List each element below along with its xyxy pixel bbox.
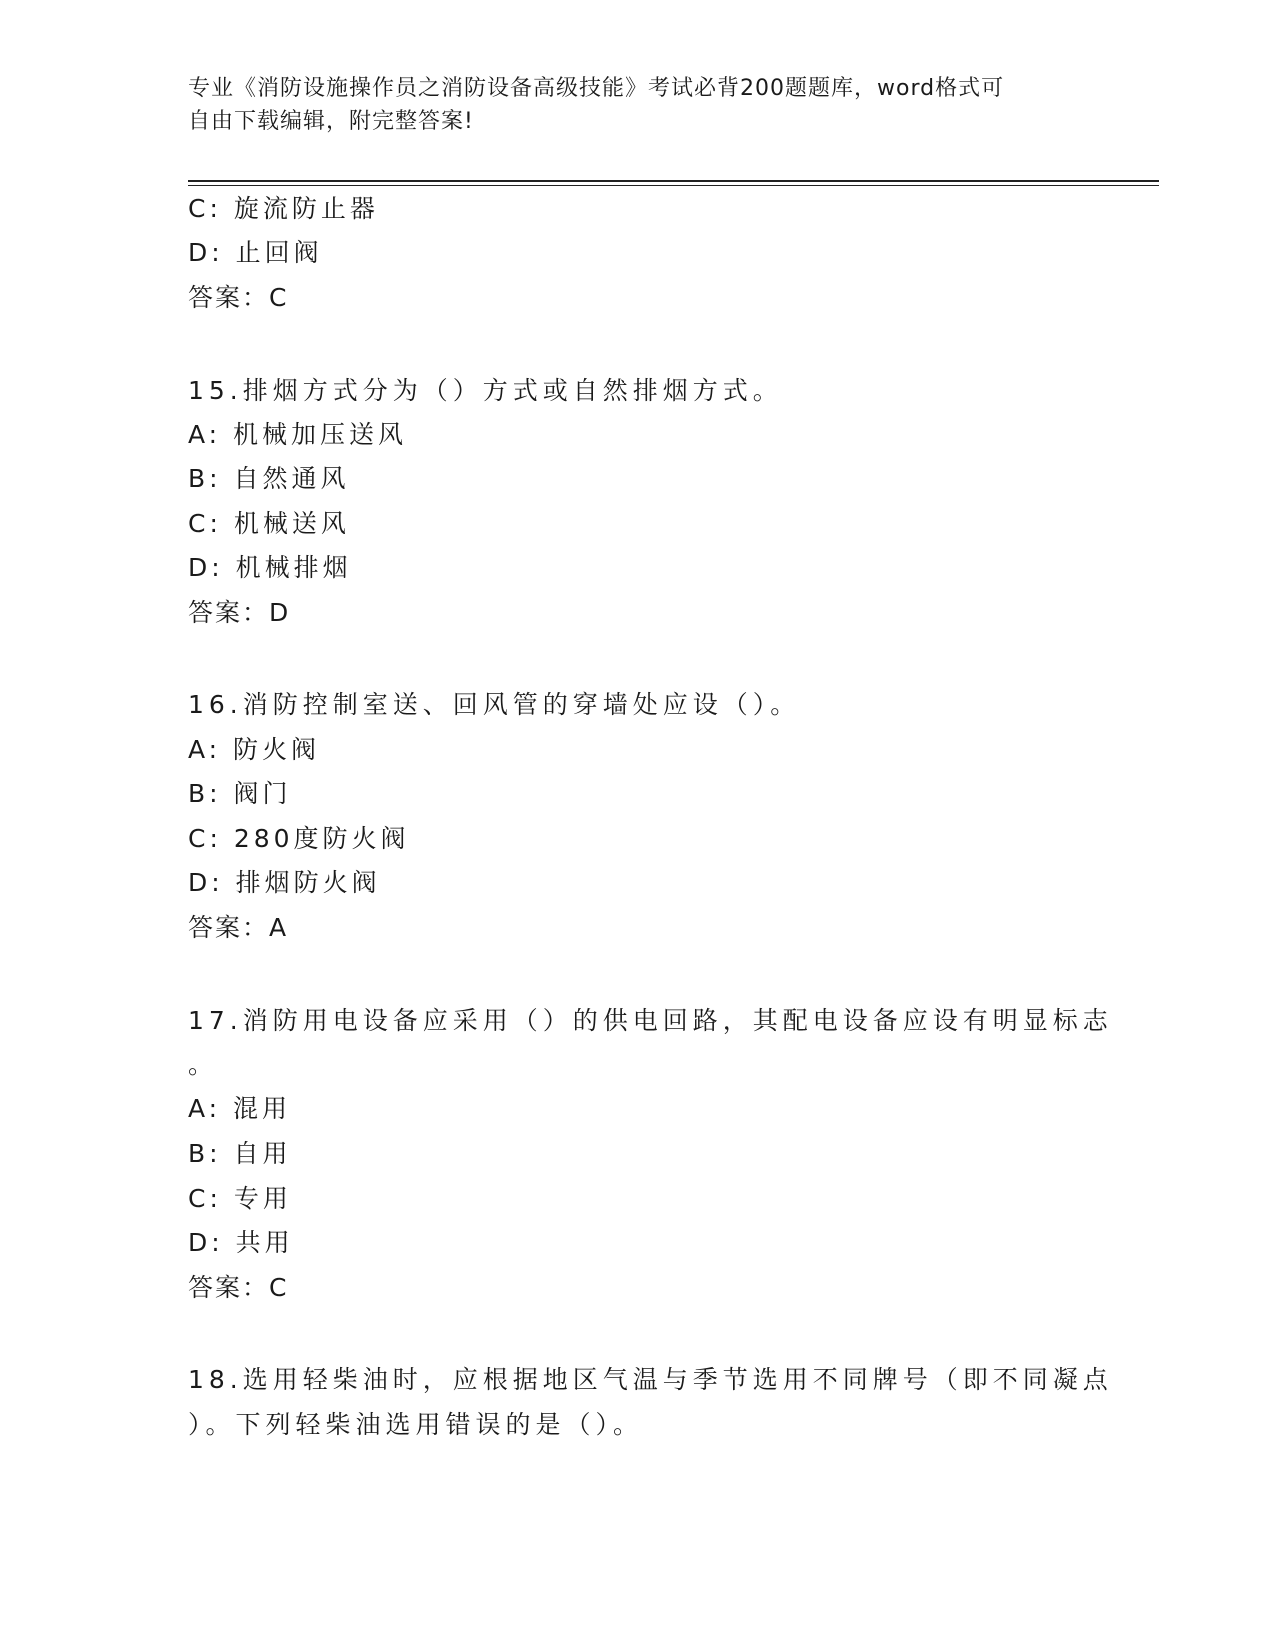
header-line-1: 专业《消防设施操作员之消防设备高级技能》考试必背200题题库，word格式可 bbox=[188, 76, 1005, 101]
q15-option-c: C: 机械送风 bbox=[188, 509, 350, 538]
header-divider-thin bbox=[188, 185, 1159, 186]
q15-answer: 答案：D bbox=[188, 598, 291, 627]
q17-question-line-2: 。 bbox=[188, 1050, 218, 1079]
q14-option-c: C: 旋流防止器 bbox=[188, 194, 379, 223]
q17-option-a: A: 混用 bbox=[188, 1094, 292, 1123]
q15-option-a: A: 机械加压送风 bbox=[188, 420, 408, 449]
q17-answer: 答案：C bbox=[188, 1273, 289, 1302]
q16-option-a: A: 防火阀 bbox=[188, 735, 321, 764]
q16-option-d: D: 排烟防火阀 bbox=[188, 868, 381, 897]
q14-option-d: D: 止回阀 bbox=[188, 238, 323, 267]
q18-question-line-2: ）。下列轻柴油选用错误的是（）。 bbox=[188, 1410, 644, 1439]
q17-option-c: C: 专用 bbox=[188, 1184, 292, 1213]
header-divider-thick bbox=[188, 180, 1159, 182]
q16-answer: 答案：A bbox=[188, 913, 289, 942]
document-header bbox=[188, 72, 1068, 138]
q16-option-b: B: 阀门 bbox=[188, 779, 292, 808]
q16-option-c: C: 280度防火阀 bbox=[188, 824, 410, 853]
q15-option-b: B: 自然通风 bbox=[188, 464, 350, 493]
q15-option-d: D: 机械排烟 bbox=[188, 553, 352, 582]
q18-question-line-1: 18.选用轻柴油时，应根据地区气温与季节选用不同牌号（即不同凝点 bbox=[188, 1365, 1113, 1394]
q16-question: 16.消防控制室送、回风管的穿墙处应设（）。 bbox=[188, 690, 801, 719]
q14-answer: 答案：C bbox=[188, 283, 289, 312]
q17-option-d: D: 共用 bbox=[188, 1228, 294, 1257]
q15-question: 15.排烟方式分为（）方式或自然排烟方式。 bbox=[188, 376, 783, 405]
q17-option-b: B: 自用 bbox=[188, 1139, 292, 1168]
header-line-2: 自由下载编辑，附完整答案! bbox=[188, 109, 474, 134]
q17-question-line-1: 17.消防用电设备应采用（）的供电回路，其配电设备应设有明显标志 bbox=[188, 1006, 1113, 1035]
